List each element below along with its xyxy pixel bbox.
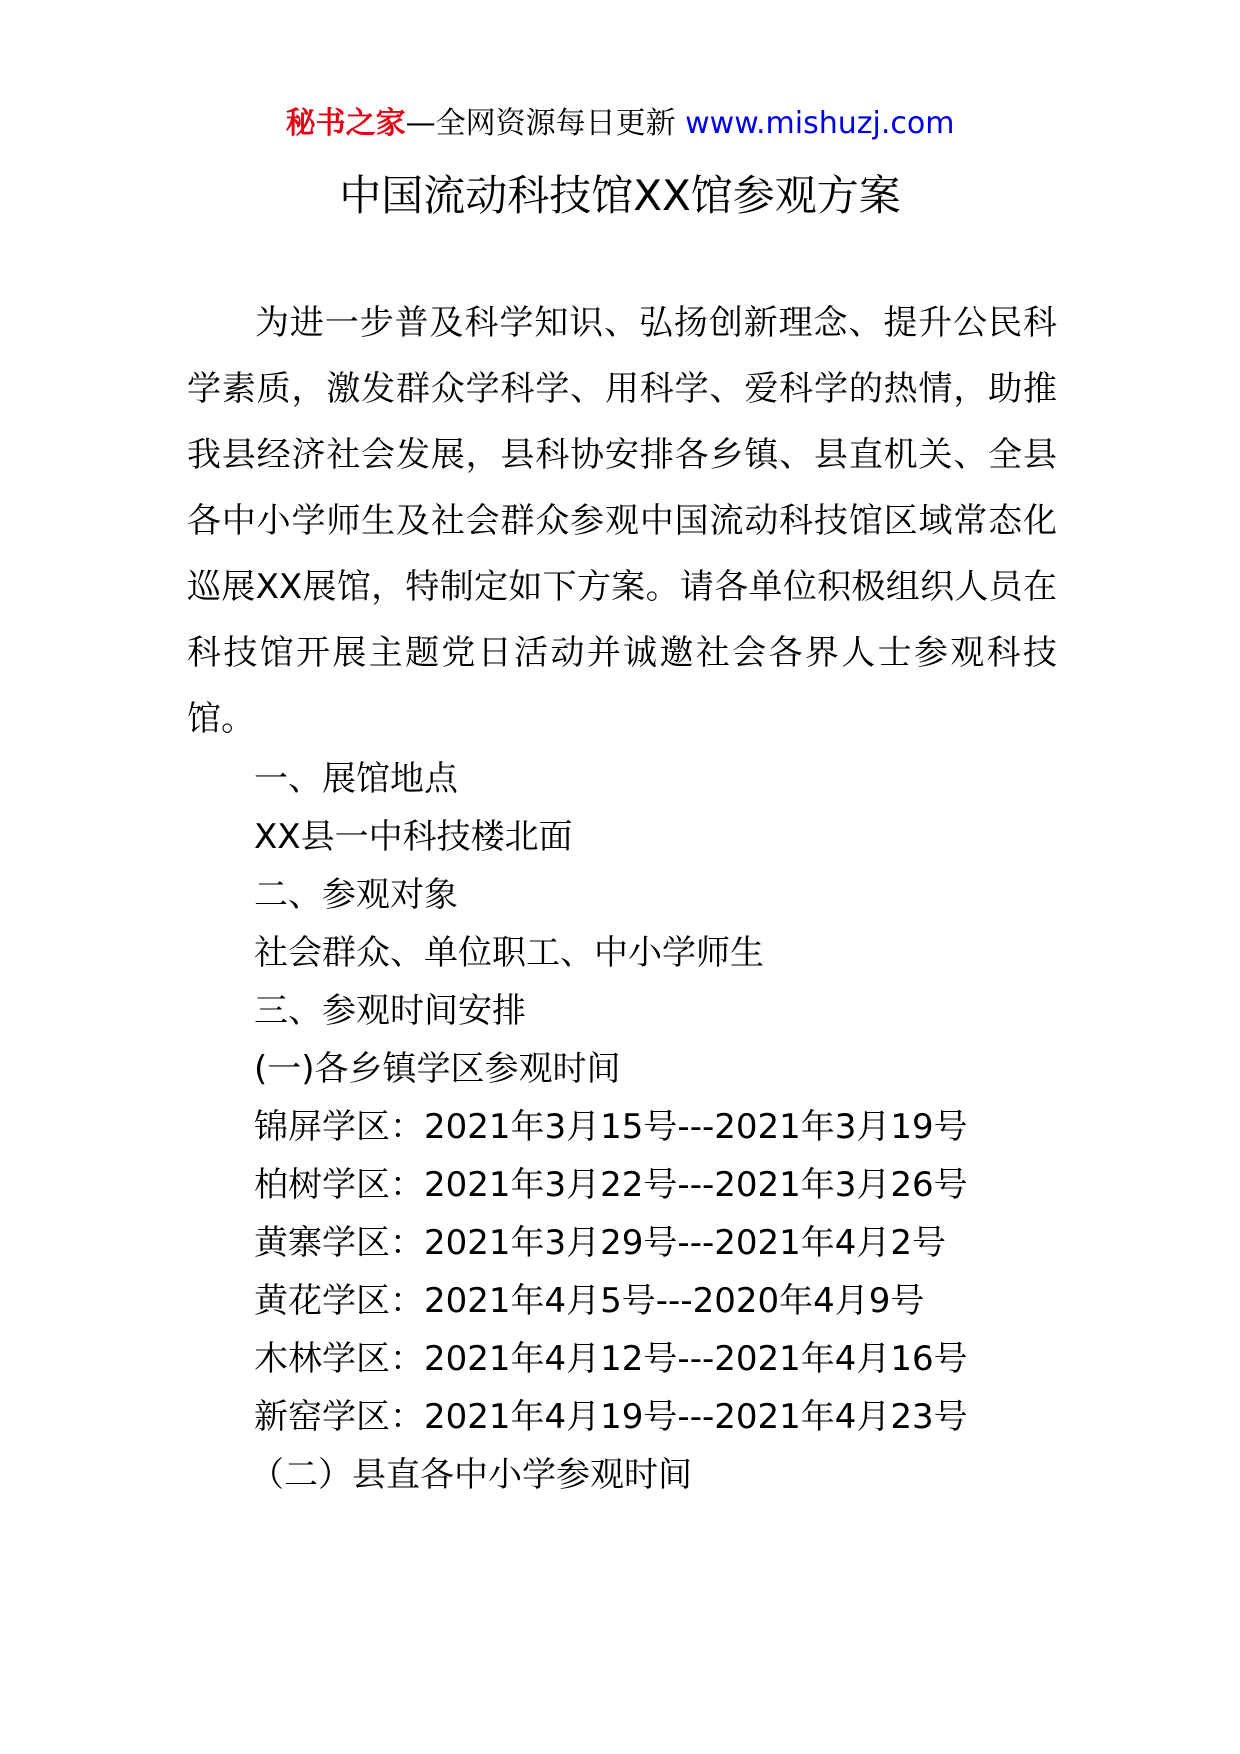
schedule-row [254,1215,946,1271]
subsection-heading-county-schools: （二）县直各中小学参观时间 [250,1455,692,1495]
brand-name: 秘书之家 [285,106,406,141]
site-header [0,104,1240,144]
district-name: 黄花学区 [254,1281,390,1321]
intro-paragraph: 为进一步普及科学知识、弘扬创新理念、提升公民科学素质，激发群众学科学、用科学、爱科学的热情，助推我县经济社会发展，县科协安排各乡镇、县直机关、全县各中小学师生及社会群众参观中国流动科技馆区域常态化巡展XX展馆，特制定如下方案。请各单位积极组织人员在科技馆开展主题党日活动并诚邀社会各界人士参观科技馆。 [187,303,1057,739]
visit-period: ：2021年4月12号---2021年4月16号 [390,1339,968,1379]
visit-period: ：2021年3月29号---2021年4月2号 [390,1223,947,1263]
schedule-row [254,1331,968,1387]
district-name: 锦屏学区 [254,1107,390,1147]
site-url-link[interactable]: www.mishuzj.com [685,106,955,141]
district-name: 柏树学区 [254,1165,390,1205]
visit-period: ：2021年3月22号---2021年3月26号 [390,1165,968,1205]
schedule-row [254,1099,968,1155]
document-title: 中国流动科技馆XX馆参观方案 [339,171,901,220]
section-heading-audience: 二、参观对象 [254,875,458,915]
schedule-row [254,1157,968,1213]
visit-period: ：2021年4月19号---2021年4月23号 [390,1397,968,1437]
location-text: XX县一中科技楼北面 [254,817,573,857]
header-slogan: —全网资源每日更新 [405,106,686,141]
visit-period: ：2021年4月5号---2020年4月9号 [390,1281,925,1321]
section-heading-location: 一、展馆地点 [254,759,458,799]
visit-period: ：2021年3月15号---2021年3月19号 [390,1107,968,1147]
district-name: 新窑学区 [254,1397,390,1437]
schedule-row [254,1273,924,1329]
section-heading-schedule: 三、参观时间安排 [254,991,526,1031]
district-name: 黄寨学区 [254,1223,390,1263]
district-name: 木林学区 [254,1339,390,1379]
audience-text: 社会群众、单位职工、中小学师生 [254,933,764,973]
subsection-heading-townships: (一)各乡镇学区参观时间 [254,1049,621,1089]
schedule-row [254,1389,968,1445]
